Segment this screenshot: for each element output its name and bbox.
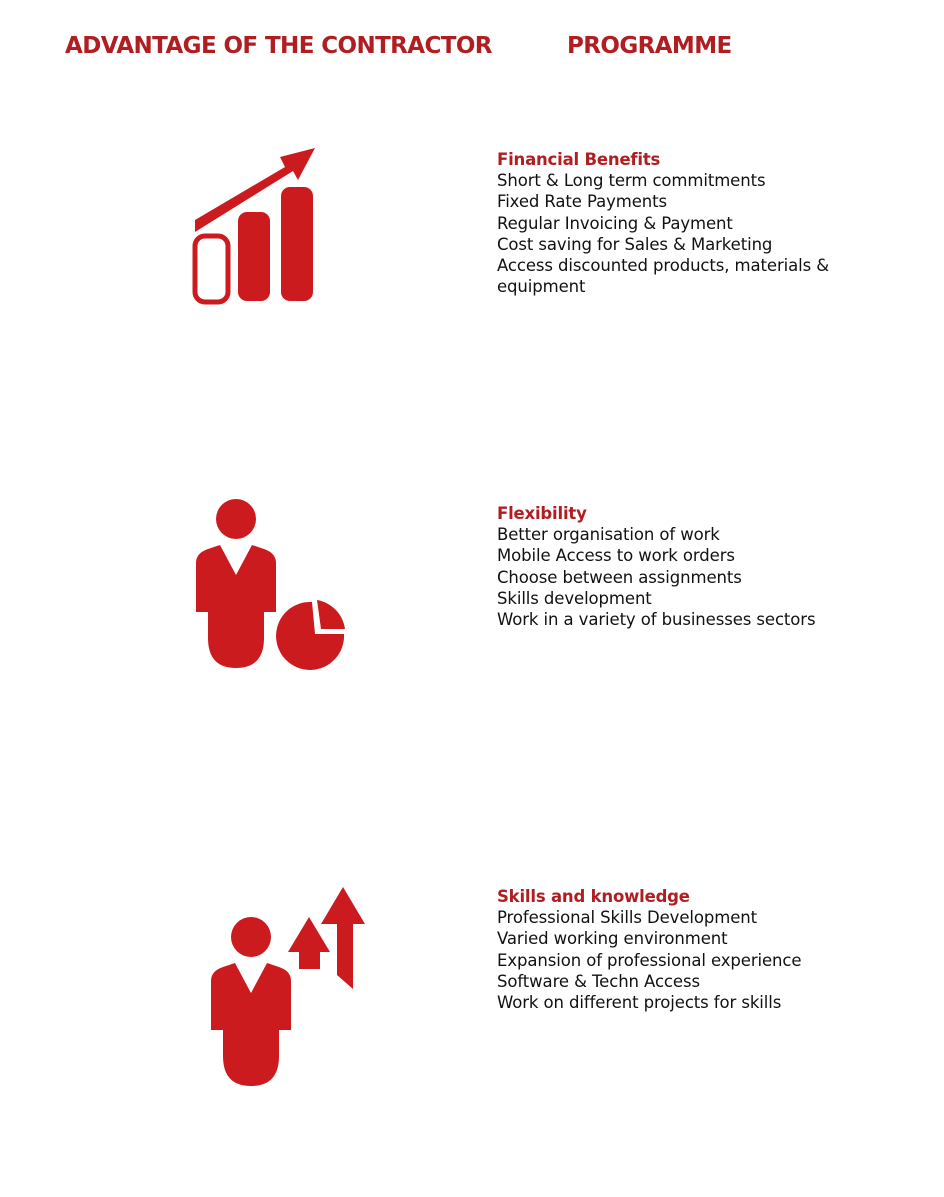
list-item: Software & Techn Access <box>497 971 700 991</box>
section-heading: Skills and knowledge <box>497 887 690 906</box>
list-item: Work in a variety of businesses sectors <box>497 610 816 630</box>
page-title-right: PROGRAMME <box>567 33 732 59</box>
list-item: Mobile Access to work orders <box>497 546 735 566</box>
person-pie-chart-icon <box>190 495 355 675</box>
page-title-left: ADVANTAGE OF THE CONTRACTOR <box>65 33 492 59</box>
section-skills-knowledge <box>497 886 917 1013</box>
list-item: Professional Skills Development <box>497 908 758 927</box>
list-item: Fixed Rate Payments <box>497 192 668 212</box>
section-flexibility <box>497 503 917 630</box>
section-heading: Flexibility <box>497 504 587 523</box>
benefit-list <box>497 170 917 298</box>
list-item: Work on different projects for skills <box>497 993 782 1013</box>
list-item: Short & Long term commitments <box>497 171 766 190</box>
person-growth-arrows-icon <box>205 882 370 1092</box>
benefit-list <box>497 907 917 1013</box>
list-item: Better organisation of work <box>497 525 720 544</box>
benefit-list <box>497 524 917 630</box>
list-item: Regular Invoicing & Payment <box>497 213 733 233</box>
list-item: Access discounted products, materials & equipment <box>497 256 830 297</box>
list-item: Varied working environment <box>497 929 728 949</box>
section-heading: Financial Benefits <box>497 150 661 169</box>
list-item: Cost saving for Sales & Marketing <box>497 234 773 254</box>
list-item: Choose between assignments <box>497 567 742 587</box>
list-item: Expansion of professional experience <box>497 950 802 970</box>
growth-chart-icon <box>190 145 320 307</box>
list-item: Skills development <box>497 588 652 608</box>
section-financial-benefits <box>497 149 917 298</box>
